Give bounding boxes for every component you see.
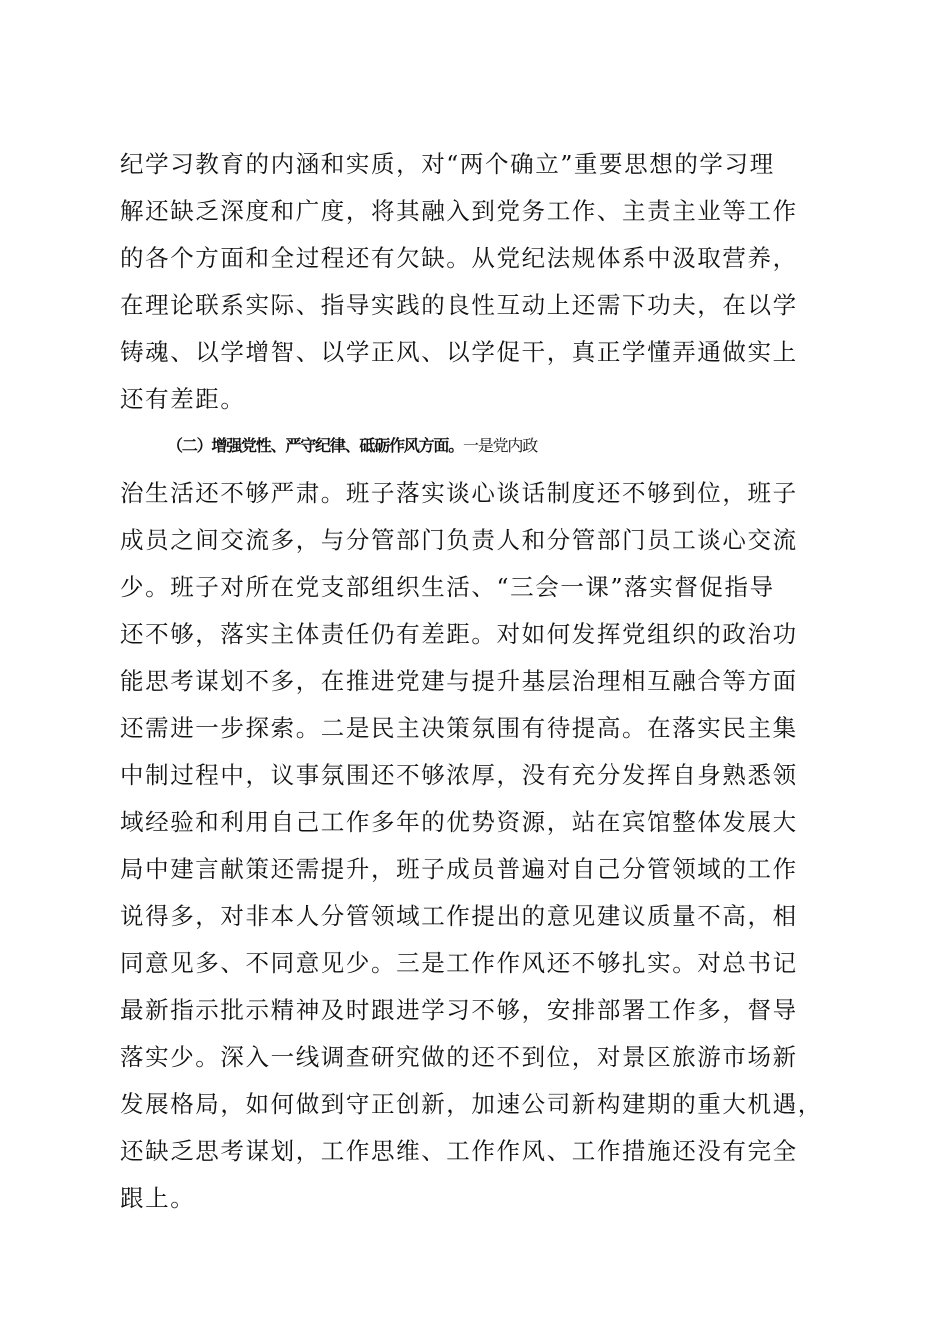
body-text-line: 局中建言献策还需提升，班子成员普遍对自己分管领域的工作 [120, 855, 798, 883]
body-text-line: 在理论联系实际、指导实践的良性互动上还需下功夫，在以学 [120, 291, 798, 319]
body-text-line: 域经验和利用自己工作多年的优势资源，站在宾馆整体发展大 [120, 808, 798, 836]
body-text-line: 能思考谋划不多，在推进党建与提升基层治理相互融合等方面 [120, 667, 798, 695]
body-text-line: 跟上。 [120, 1184, 196, 1212]
section-heading-line [167, 426, 897, 466]
body-text-line: 铸魂、以学增智、以学正风、以学促干，真正学懂弄通做实上 [120, 338, 798, 366]
body-text-line: 纪学习教育的内涵和实质，对“两个确立”重要思想的学习理 [120, 150, 775, 178]
body-text-line: 治生活还不够严肃。班子落实谈心谈话制度还不够到位，班子 [120, 479, 798, 507]
body-text-line: 说得多，对非本人分管领域工作提出的意见建议质量不高，相 [120, 902, 798, 930]
body-text-line: 还需进一步探索。二是民主决策氛围有待提高。在落实民主集 [120, 714, 798, 742]
body-text-span: 一是党内政 [463, 436, 538, 455]
body-text-line: 同意见多、不同意见少。三是工作作风还不够扎实。对总书记 [120, 949, 798, 977]
body-text-line: 还缺乏思考谋划，工作思维、工作作风、工作措施还没有完全 [120, 1137, 798, 1165]
section-heading: （二）增强党性、严守纪律、砥砺作风方面。 [167, 436, 464, 455]
body-text-line: 还有差距。 [120, 385, 246, 413]
body-text-line: 落实少。深入一线调查研究做的还不到位，对景区旅游市场新 [120, 1043, 798, 1071]
body-text-line: 解还缺乏深度和广度，将其融入到党务工作、主责主业等工作 [120, 197, 798, 225]
body-text-line: 最新指示批示精神及时跟进学习不够，安排部署工作多，督导 [120, 996, 798, 1024]
body-text-line: 成员之间交流多，与分管部门负责人和分管部门员工谈心交流 [120, 526, 798, 554]
body-text-line: 还不够，落实主体责任仍有差距。对如何发挥党组织的政治功 [120, 620, 798, 648]
body-text-line: 发展格局，如何做到守正创新，加速公司新构建期的重大机遇， [120, 1090, 823, 1118]
body-text-line: 的各个方面和全过程还有欠缺。从党纪法规体系中汲取营养， [120, 244, 798, 272]
body-text-line: 中制过程中，议事氛围还不够浓厚，没有充分发挥自身熟悉领 [120, 761, 798, 789]
body-text-line: 少。班子对所在党支部组织生活、“三会一课”落实督促指导 [120, 573, 775, 601]
